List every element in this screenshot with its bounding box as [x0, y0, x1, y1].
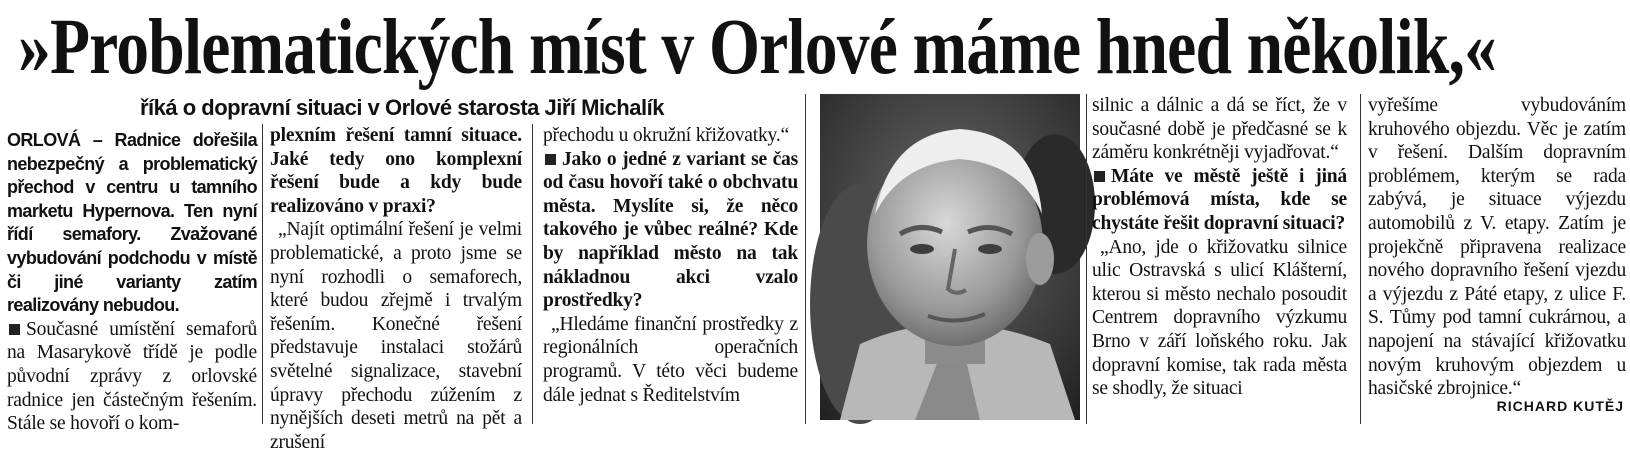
- column-4: [1092, 94, 1347, 429]
- subheadline: říká o dopravní situaci v Orlové starosta Jiří Michalík: [140, 95, 664, 120]
- column-3: [543, 124, 798, 429]
- answer-end: vyřešíme vybudováním kruhového objezdu. Věc je zatím v řešení. Dalším dopravním problémem, kterým se rada zabývá, je situace výjezdu automobilů z V. etapy. Zatím je projekčně připravena realizace nového dopravního řešení vjezdu a výjezdu z Páté etapy, z ulice F. S. Tůmy pod tamní cukrárnou, a napojení na stávající křižovatku novým kruhovým objezdem u hasičské zbrojnice.“: [1368, 95, 1626, 400]
- square-bullet-icon: [545, 154, 556, 165]
- column-divider: [1360, 94, 1361, 424]
- square-bullet-icon: [1094, 171, 1105, 182]
- answer: „Najít optimální řešení je velmi problematické, a proto jsme se nyní rozhodli o semaforech, které budou zřejmě i trvalým řešením. Konečné řešení představuje instalaci stožárů světelné signalizace, stavební úpravy přechodu zúžením z nynějších deseti metrů na pět a zrušení: [270, 219, 522, 453]
- headline: »Problematických míst v Orlové máme hned několik,«: [18, 4, 1497, 91]
- question: Jako o jedné z variant se čas od času hovoří také o obchvatu města. Myslíte si, že něco takového je vůbec reálné? Kde by například město na tak nákladnou akci vzalo prostředky?: [543, 148, 798, 312]
- column-2: [270, 124, 522, 453]
- answer-end: přechodu u okružní křižovatky.“: [543, 125, 789, 146]
- answer-end: silnic a dálnic a dá se říct, že v současné době je předčasné se k záměru konkrétněji vyjadřovat.“: [1092, 95, 1347, 164]
- column-divider: [805, 94, 806, 424]
- answer: „Ano, jde o křižovatku silnice ulic Ostravská s ulicí Klášterní, kterou si město nechalo posoudit Centrem dopravního výzkumu Brno v září loňského roku. Jak dopravní komise, tak rada města se shodly, že situaci: [1092, 236, 1347, 400]
- square-bullet-icon: [9, 324, 20, 335]
- question: Máte ve městě ještě i jiná problémová místa, kde se chystáte řešit dopravní situaci?: [1092, 165, 1347, 234]
- column-divider: [1086, 94, 1087, 424]
- portrait-photo: [820, 94, 1080, 420]
- column-1: [7, 129, 257, 434]
- column-divider: [532, 124, 533, 424]
- answer: „Hledáme finanční prostředky z regionálních operačních programů. V této věci budeme dále jednat s Ředitelstvím: [543, 313, 798, 406]
- lead-paragraph: ORLOVÁ – Radnice dořešila nebezpečný a problematický přechod v centru u tamního marketu Hypernova. Ten nyní řídí semafory. Zvažované vybudování podchodu v místě či jiné varianty zatím realizovány nebudou.: [7, 130, 257, 316]
- question: plexním řešení tamní situace. Jaké tedy ono komplexní řešení bude a kdy bude realizováno v praxi?: [270, 125, 522, 217]
- body-paragraph: Současné umístění semaforů na Masarykově třídě je podle původní zprávy z orlovské radnice jen částečným řešením. Stále se hovoří o kom-: [7, 318, 257, 435]
- column-5: [1368, 94, 1626, 429]
- column-divider: [262, 124, 263, 424]
- byline: RICHARD KUTĚJ: [1496, 398, 1624, 414]
